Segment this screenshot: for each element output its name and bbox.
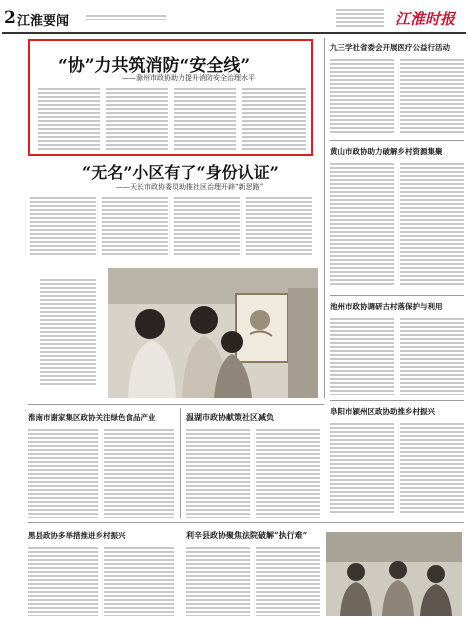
sidebar-story-2-col-1 (330, 162, 394, 286)
sidebar-story-1-title: 九三学社省委会开展医疗公益行活动 (330, 43, 450, 52)
second-story-col-2 (102, 196, 168, 256)
lead-story-subtitle: ——滁州市政协助力提升消防安全治理水平 (122, 74, 255, 82)
sidebar-story-4-col-2 (400, 422, 464, 514)
bottom-left-2-col-2 (104, 546, 174, 616)
sidebar-story-4-title: 阜阳市颍州区政协助推乡村振兴 (330, 407, 435, 416)
second-story-subtitle: ——天长市政协委员助推社区治理开辟“新思路” (116, 183, 264, 191)
page-header (0, 0, 468, 38)
sidebar-divider-1 (330, 140, 464, 141)
sidebar-story-2 (330, 142, 464, 292)
bottom-left-1-col-1 (28, 428, 98, 518)
sidebar-story-4 (330, 402, 464, 520)
bottom-divider-v (180, 408, 181, 518)
sidebar-story-3-title: 池州市政协调研古村落保护与利用 (330, 302, 443, 311)
bottom-right-col-2 (256, 546, 320, 616)
second-story-col-4 (246, 196, 312, 256)
painting-class-photo (108, 268, 318, 398)
section-title: 江淮要闻 (17, 14, 70, 29)
bottom-middle-col-2 (256, 428, 320, 518)
bottom-rule (28, 404, 324, 405)
sidebar-story-3-col-1 (330, 317, 394, 395)
sidebar-story-1-col-2 (400, 58, 464, 134)
lead-story-col-3 (174, 87, 236, 151)
bottom-middle-col-1 (186, 428, 250, 518)
sidebar-rule (324, 38, 325, 398)
bottom-left-1-col-2 (104, 428, 174, 518)
sidebar-divider-2 (330, 295, 464, 296)
bottom-right-story (186, 526, 464, 618)
main-photo (108, 268, 318, 398)
second-story-col-3 (174, 196, 240, 256)
bottom-rule-2 (28, 522, 464, 523)
bottom-middle-title: 温湖市政协献策社区减负 (186, 412, 274, 422)
sidebar-story-4-col-1 (330, 422, 394, 514)
sidebar-story-3-col-2 (400, 317, 464, 395)
lead-story-col-4 (242, 87, 306, 151)
bottom-left-title-1: 淮南市谢家集区政协关注绿色食品产业 (28, 413, 156, 422)
bottom-right-col-1 (186, 546, 250, 616)
meeting-photo (326, 532, 462, 616)
bottom-right-photo (326, 532, 462, 616)
sidebar-story-3 (330, 297, 464, 397)
page-number: 2 (4, 8, 16, 28)
lead-story-box (28, 39, 313, 156)
sidebar-story-2-col-2 (400, 162, 464, 286)
sidebar-story-1 (330, 38, 464, 138)
masthead-logo: 江淮时报 (395, 10, 456, 28)
lead-story-title: “协”力共筑消防“安全线” (58, 56, 251, 76)
header-rule (2, 32, 466, 34)
second-story-title: “无名”小区有了“身份认证” (82, 163, 279, 182)
bottom-left-title-2: 黑县政协多举措推进乡村振兴 (28, 531, 126, 540)
lead-story-col-1 (38, 87, 100, 151)
sidebar-story-1-col-1 (330, 58, 394, 134)
bottom-left-story-2 (28, 526, 178, 618)
bottom-middle-story (186, 408, 322, 520)
bottom-right-title: 利辛县政协聚焦法院破解“执行难” (186, 530, 308, 540)
header-info (336, 8, 384, 28)
header-dateline (86, 14, 166, 20)
lead-story-col-2 (106, 87, 168, 151)
bottom-left-2-col-1 (28, 546, 98, 616)
photo-caption (40, 278, 96, 386)
sidebar-story-2-title: 黄山市政协助力破解乡村资源集聚 (330, 147, 443, 156)
second-story-col-1 (30, 196, 96, 256)
sidebar-divider-3 (330, 400, 464, 401)
bottom-left-story-1 (28, 408, 178, 520)
